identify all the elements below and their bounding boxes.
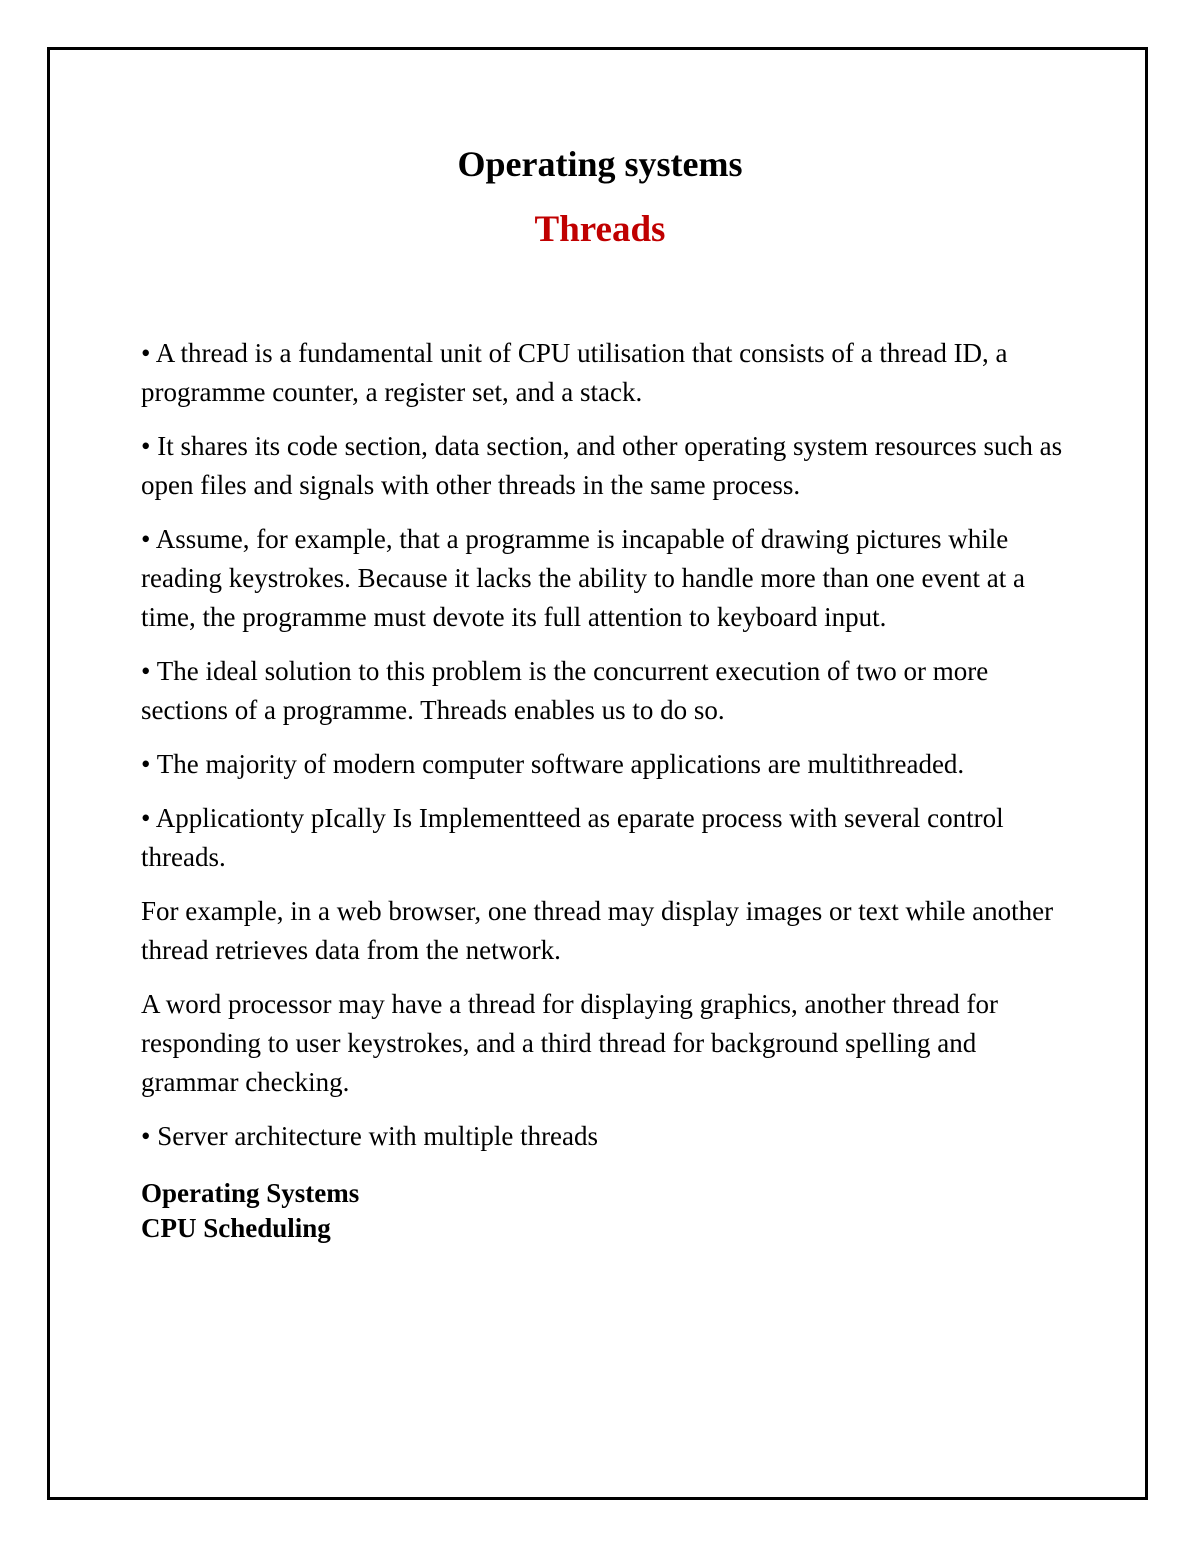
footer-heading-cpu-scheduling: CPU Scheduling: [141, 1213, 331, 1243]
paragraph: • The ideal solution to this problem is the concurrent execution of two or more sections of a programme. Threads enables us to do so.: [141, 656, 989, 725]
footer-heading-operating-systems: Operating Systems: [141, 1178, 360, 1208]
paragraph: • Assume, for example, that a programme is incapable of drawing pictures while reading keystrokes. Because it lacks the ability to handle more than one event at a time, the programme must devote its full attention to keyboard input.: [141, 524, 1025, 632]
paragraph: A word processor may have a thread for displaying graphics, another thread for responding to user keystrokes, and a third thread for background spelling and grammar checking.: [141, 989, 998, 1097]
document-subtitle: Threads: [534, 209, 666, 250]
paragraph: • A thread is a fundamental unit of CPU utilisation that consists of a thread ID, a programme counter, a register set, and a stack.: [141, 338, 1008, 407]
document-title: Operating systems: [457, 144, 743, 184]
paragraph: • It shares its code section, data section, and other operating system resources such as open files and signals with other threads in the same process.: [141, 431, 1063, 500]
paragraph: • Applicationty pIcally Is Implementteed as eparate process with several control threads.: [141, 803, 1004, 872]
paragraph: • Server architecture with multiple threads: [141, 1121, 599, 1151]
document-body: [141, 334, 1066, 1246]
paragraph: • The majority of modern computer software applications are multithreaded.: [141, 749, 965, 779]
paragraph: For example, in a web browser, one thread may display images or text while another thread retrieves data from the network.: [141, 896, 1054, 965]
footer-headings: [141, 1176, 1066, 1246]
